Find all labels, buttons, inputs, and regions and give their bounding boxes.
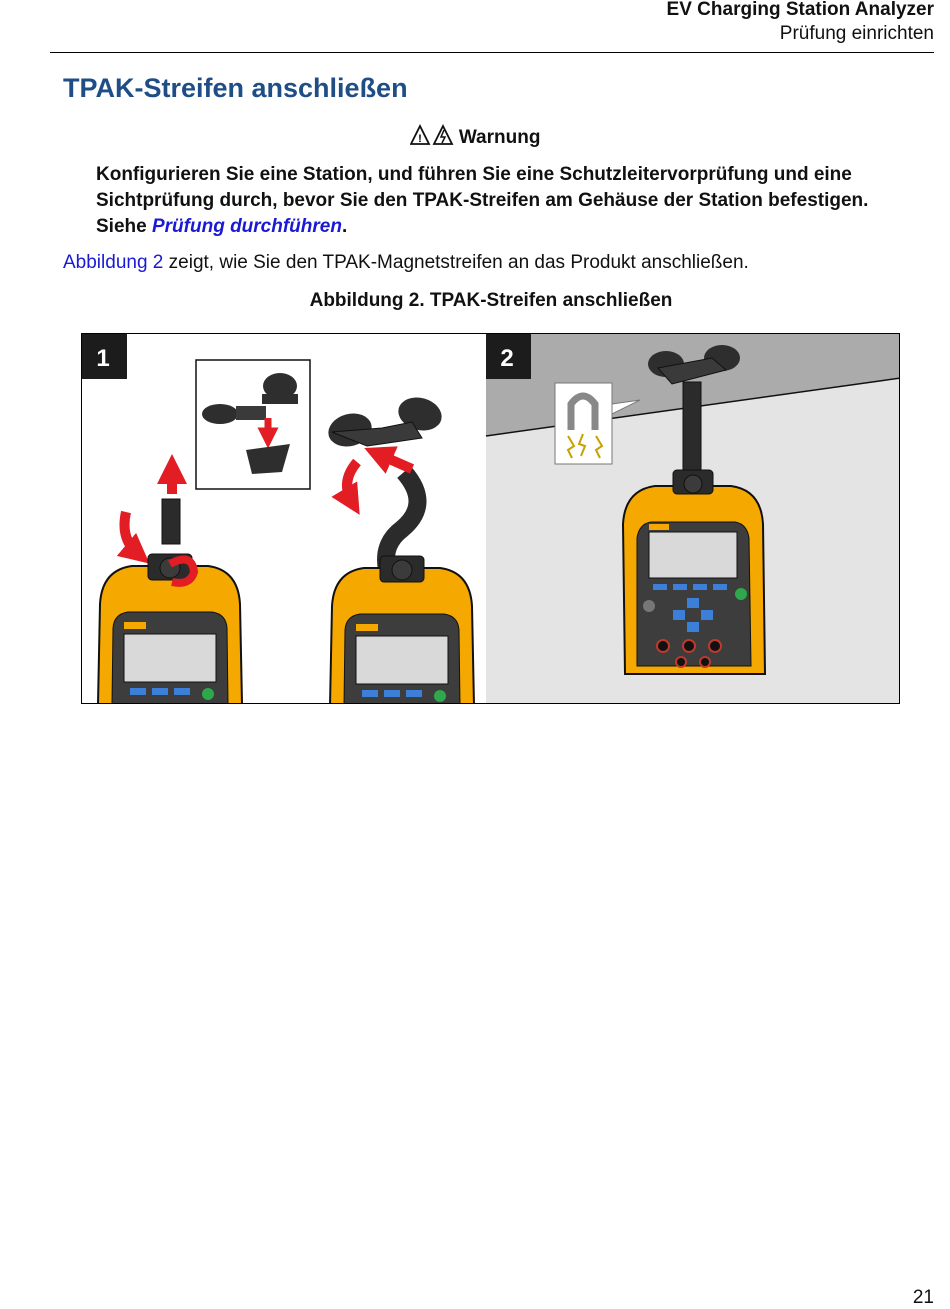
inset-detail [196, 360, 310, 489]
header-rule [50, 52, 934, 53]
figure-illustration [82, 334, 900, 704]
step2-badge [486, 334, 531, 379]
figure [81, 333, 900, 704]
warning-triangle-icon [410, 124, 454, 146]
warning-text-end: . [341, 216, 348, 237]
figure-caption: Abbildung 2. TPAK-Streifen anschließen [309, 290, 673, 311]
header-title: EV Charging Station Analyzer [666, 0, 934, 20]
body-paragraph [63, 252, 923, 274]
warning-body [96, 162, 886, 240]
header-subtitle: Prüfung einrichten [779, 23, 934, 44]
warning-text: Konfigurieren Sie eine Station, und führen Sie eine Schutzleitervorprüfung und eine Sichtprüfung durch, bevor Sie den TPAK-Streifen am Gehäuse der Station befestigen. Siehe [96, 164, 869, 237]
warning-link[interactable]: Prüfung durchführen [151, 216, 342, 237]
step1-badge [82, 334, 127, 379]
step1-number: 1 [96, 345, 110, 372]
section-title: TPAK-Streifen anschließen [63, 73, 408, 103]
warning-label: Warnung [458, 127, 541, 148]
step2-number: 2 [500, 345, 514, 372]
svg-text:!: ! [417, 133, 422, 145]
figure-link[interactable]: Abbildung 2 [63, 252, 164, 273]
warning-heading [0, 124, 950, 149]
page-number: 21 [912, 1287, 934, 1308]
paragraph-text: zeigt, wie Sie den TPAK-Magnetstreifen an das Produkt anschließen. [163, 252, 749, 273]
